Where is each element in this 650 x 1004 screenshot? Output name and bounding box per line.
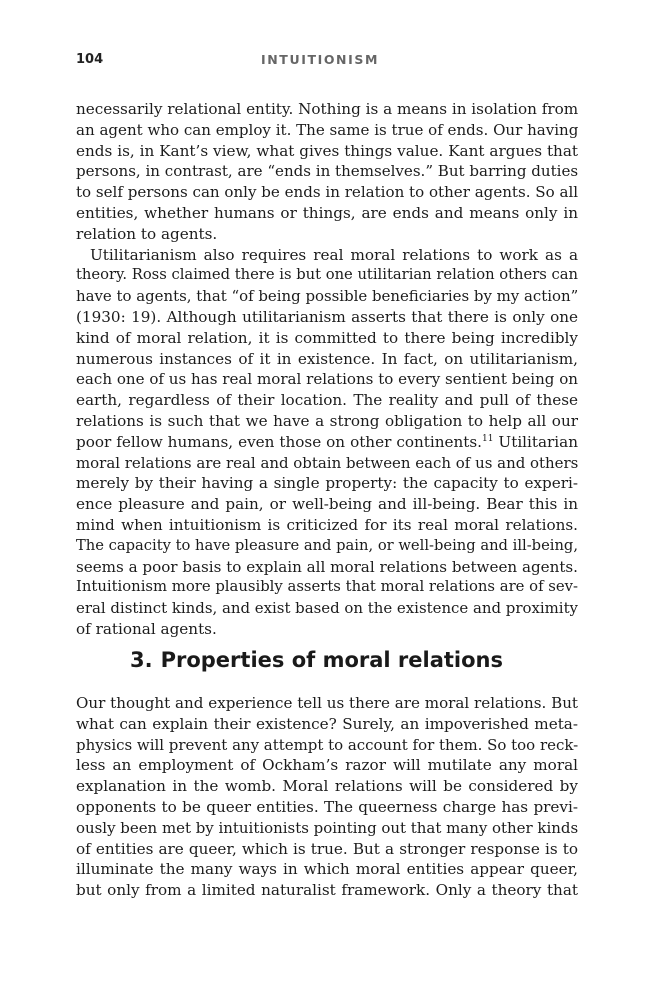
text-line: of rational agents. [76, 619, 217, 638]
text-line: merely by their having a single property: the capacity to experi- [76, 474, 578, 493]
text-line: persons, in contrast, are “ends in themselves.” But barring duties [76, 162, 579, 181]
text-line: what can explain their existence? Surely, an impoverished meta- [76, 714, 578, 733]
text-line: Utilitarianism also requires real moral relations to work as a [90, 245, 578, 264]
text-line: explanation in the womb. Moral relations will be considered by [76, 777, 578, 796]
text-segment: Utilitarian [493, 432, 578, 451]
text-line: moral relations are real and obtain between each of us and others [76, 453, 579, 472]
text-line: seems a poor basis to explain all moral relations between agents. [76, 557, 578, 576]
section-heading [130, 648, 590, 672]
running-head [76, 52, 578, 72]
text-line: ously been met by intuitionists pointing out that many other kinds [76, 818, 579, 837]
page-number: 104 [76, 52, 104, 67]
text-line: Intuitionism more plausibly asserts that moral relations are of sev- [76, 578, 578, 596]
text-line: Our thought and experience tell us there are moral relations. But [76, 694, 578, 712]
text-line: ence pleasure and pain, or well-being and ill-being. Bear this in [76, 495, 578, 514]
text-line: The capacity to have pleasure and pain, or well-being and ill-being, [76, 536, 578, 554]
text-line: opponents to be queer entities. The queerness charge has previ- [76, 797, 578, 816]
text-line: to self persons can only be ends in relation to other agents. So all [76, 183, 579, 202]
text-line: entities, whether humans or things, are ends and means only in [76, 203, 578, 222]
text-line: eral distinct kinds, and exist based on the existence and proximity [76, 599, 578, 618]
text-line: ends is, in Kant’s view, what gives things value. Kant argues that [76, 141, 578, 160]
text-line: mind when intuitionism is criticized for its real moral relations. [76, 515, 578, 534]
text-line: illuminate the many ways in which moral entities appear queer, [76, 860, 578, 879]
text-line: less an employment of Ockham’s razor will mutilate any moral [76, 756, 578, 775]
text-line: kind of moral relation, it is committed to there being incredibly [76, 328, 578, 347]
text-line: relations is such that we have a strong obligation to help all our [76, 411, 578, 430]
running-title: INTUITIONISM [261, 52, 379, 67]
text-segment: poor fellow humans, even those on other continents. [76, 432, 482, 451]
text-line: (1930: 19). Although utilitarianism asserts that there is only one [76, 307, 578, 326]
text-line: physics will prevent any attempt to account for them. So too reck- [76, 735, 579, 754]
text-line: earth, regardless of their location. The reality and pull of these [76, 391, 578, 410]
footnote-marker[interactable]: 11 [481, 433, 494, 444]
paragraph-3 [76, 693, 578, 901]
text-line: each one of us has real moral relations to every sentient being on [76, 370, 578, 389]
text-line: theory. Ross claimed there is but one utilitarian relation others can [76, 266, 578, 284]
text-line: relation to agents. [76, 224, 218, 243]
text-line: an agent who can employ it. The same is true of ends. Our having [76, 120, 579, 139]
section-number: 3. [130, 648, 153, 672]
text-line: necessarily relational entity. Nothing is a means in isolation from [76, 100, 579, 118]
section-title: Properties of moral relations [160, 648, 503, 672]
text-line: of entities are queer, which is true. But a stronger response is to [76, 839, 578, 858]
text-line-with-footnote [76, 432, 578, 453]
text-line: have to agents, that “of being possible beneficiaries by my action” [76, 287, 579, 306]
paragraph-2 [76, 245, 578, 640]
paragraph-1 [76, 99, 578, 245]
text-line: but only from a limited naturalist framework. Only a theory that [76, 881, 578, 900]
text-line: numerous instances of it in existence. In fact, on utilitarianism, [76, 349, 578, 368]
